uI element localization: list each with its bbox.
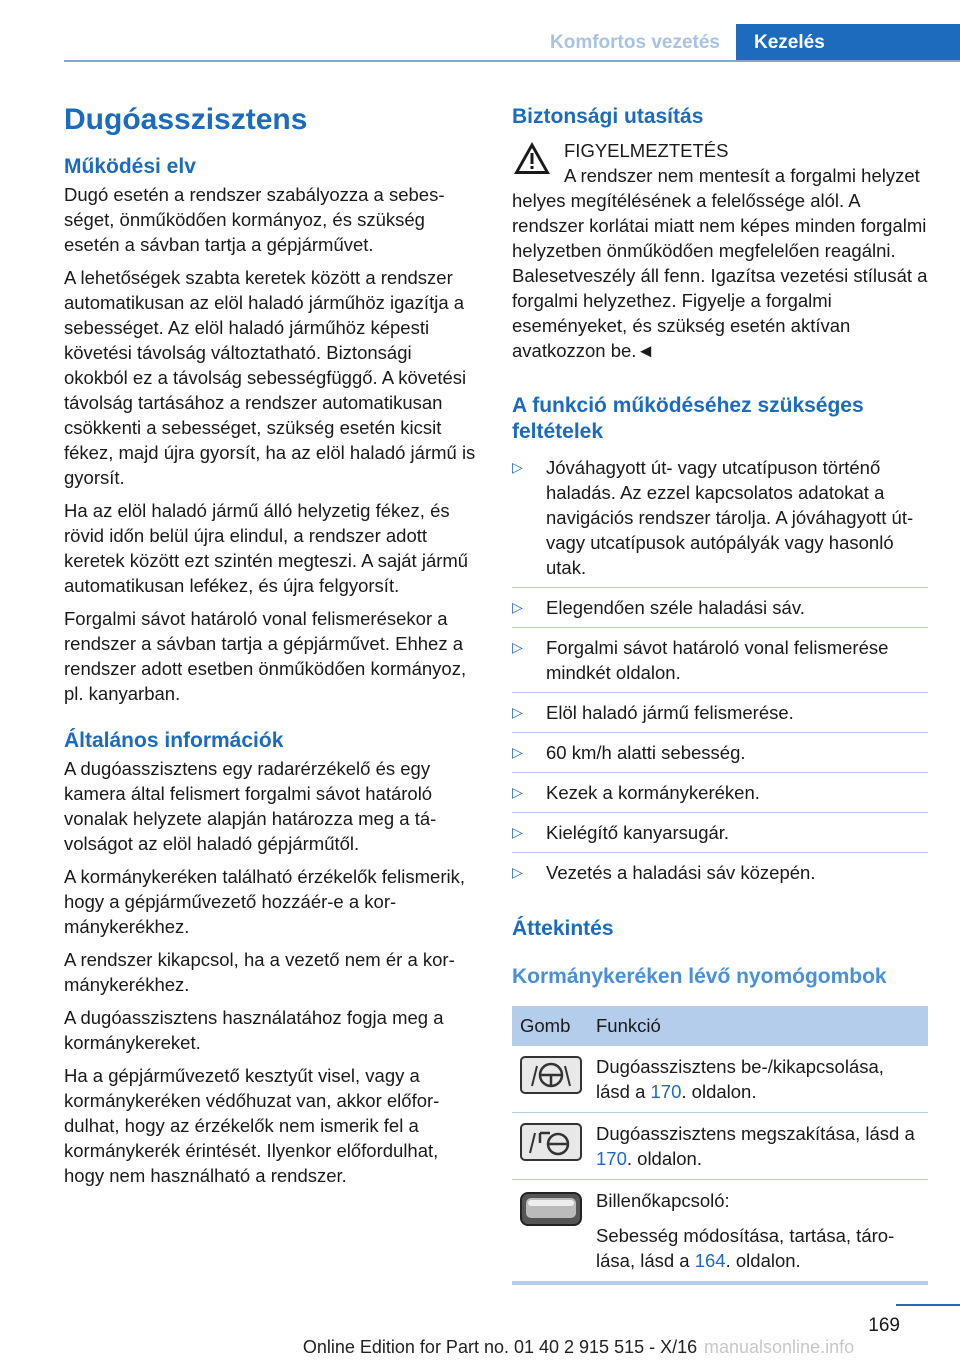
page-link[interactable]: 164 (694, 1250, 726, 1271)
general-paragraph: A rendszer kikapcsol, ha a vezető nem ér a kormánykerékhez. (64, 949, 455, 995)
page-number: 169 (868, 1315, 900, 1336)
table-header-button: Gomb (512, 1006, 588, 1046)
list-item: ▷ Jóváhagyott út- vagy utcatípuson történő haladás. Az ezzel kapcsolatos adatokat a navigációs rendszer tárolja. A jóváhagyott út- vagy utcatípusok autópályák vagy hasonló utak. (512, 455, 928, 588)
triangle-bullet-icon: ▷ (512, 784, 523, 800)
edition-note: Online Edition for Part no. 01 40 2 915 515 - X/16 (302, 1337, 698, 1357)
warning-box (512, 138, 928, 363)
requirements-heading: A funkció működéséhez szükséges feltételek (512, 394, 864, 443)
triangle-bullet-icon: ▷ (512, 639, 523, 655)
footer-rule (896, 1304, 960, 1306)
buttons-heading: Kormánykeréken lévő nyomógombok (512, 965, 887, 988)
general-paragraph: A dugóasszisztens használatához fogja meg a kormánykereket. (64, 1007, 444, 1053)
table-header-row (512, 1006, 928, 1046)
safety-heading: Biztonsági utasítás (512, 105, 704, 128)
list-item: ▷ Vezetés a haladási sáv közepén. (512, 862, 816, 883)
table-row: Dugóasszisztens be-/kikapcsolása, lásd a 170. oldalon. (512, 1046, 928, 1113)
principle-paragraph: Dugó esetén a rendszer szabályozza a sebességet, önműködően kormányoz, és szükség esetén a sávban tartja a gépjárművet. (64, 184, 445, 255)
lane-assist-button-icon (520, 1056, 582, 1094)
general-heading: Általános információk (64, 729, 284, 752)
rocker-switch-icon (520, 1190, 582, 1228)
warning-label: FIGYELMEZTETÉS (564, 140, 729, 161)
triangle-bullet-icon: ▷ (512, 704, 523, 720)
principle-heading: Működési elv (64, 155, 196, 178)
buttons-table (512, 1006, 928, 1285)
warning-triangle-icon (512, 140, 552, 176)
table-row: Billenőkapcsoló: Sebesség módosítása, tartása, tárolása, lásd a 164. oldalon. (512, 1180, 928, 1284)
overview-heading: Áttekintés (512, 917, 614, 940)
triangle-bullet-icon: ▷ (512, 599, 523, 615)
list-item: ▷ 60 km/h alatti sebesség. (512, 740, 928, 773)
table-row: Dugóasszisztens megszakítása, lásd a 170. oldalon. (512, 1113, 928, 1180)
warning-text: A rendszer nem mentesít a forgalmi helyzet helyes megítélésének a felelőssége alól. A rendszer korlátai miatt nem képes minden forgalmi helyzetben önműködően megfelelően reagálni. Balesetveszély áll fenn. Igazítsa vezetési stílusát a forgalmi helyzethez. Figyelje a forgalmi eseményeket, és szükség esetén aktívan avatkozzon be.◄ (512, 165, 928, 361)
table-header-function: Funkció (588, 1006, 928, 1046)
list-item: ▷ Kezek a kormánykeréken. (512, 780, 928, 813)
list-item: ▷ Elöl haladó jármű felismerése. (512, 700, 928, 733)
principle-paragraph: Forgalmi sávot határoló vonal felismerésekor a rendszer a sávban tartja a gépjárművet. Ehhez a rendszer adott esetben önműködően kormányoz, pl. kanyarban. (64, 608, 467, 704)
lane-assist-interrupt-button-icon (520, 1123, 582, 1161)
list-item: ▷ Elegendően széle haladási sáv. (512, 595, 928, 628)
header-section-label: Komfortos vezetés (550, 32, 720, 53)
general-paragraph: A kormánykeréken található érzékelők felismerik, hogy a gépjárművezető hozzáér-e a kormánykerékhez. (64, 866, 466, 937)
principle-paragraph: A lehetőségek szabta keretek között a rendszer automatikusan az elöl haladó járműhöz igazítja a sebességet. Az elöl haladó járműhöz képesti követési távolság változtatható. Biztonsági okokból ez a távolság sebességfüggő. A követési távolság tartásához a rendszer automatikusan csökkenti a sebességet, szükség esetén kicsit fékez, majd újra gyorsít, ha az elöl haladó jármű is gyorsít. (64, 267, 476, 488)
general-paragraph: Ha a gépjárművezető kesztyűt visel, vagy a kormánykeréken védőhuzat van, akkor előfordulhat, hogy az érzékelők nem ismerik fel a kormánykerék érintését. Ilyenkor előfordulhat, hogy nem használható a rendszer. (64, 1065, 440, 1186)
header-rule (64, 60, 960, 62)
principle-paragraph: Ha az elöl haladó jármű álló helyzetig fékez, és rövid időn belül újra elindul, a rendszer adott keretek között ezt szintén megteszi. A saját jármű automatikusan lefékez, és újra felgyorsít. (64, 500, 469, 596)
general-paragraph: A dugóasszisztens egy radarérzékelő és egy kamera által felismert forgalmi sávot határoló vonalak helyzete alapján határozza meg a távolságot az elöl haladó gépjárműtől. (64, 758, 437, 854)
page-link[interactable]: 170 (650, 1081, 682, 1102)
watermark: manualsonline.info (704, 1337, 855, 1357)
left-column (64, 100, 478, 1196)
triangle-bullet-icon: ▷ (512, 864, 523, 880)
header-chapter-tab: Kezelés (736, 24, 960, 62)
list-item: ▷ Forgalmi sávot határoló vonal felismerése mindkét oldalon. (512, 635, 928, 693)
list-item: ▷ Kielégítő kanyarsugár. (512, 820, 928, 853)
page-title: Dugóasszisztens (64, 103, 308, 136)
triangle-bullet-icon: ▷ (512, 744, 523, 760)
page-link[interactable]: 170 (596, 1148, 627, 1169)
requirements-list (512, 455, 928, 892)
triangle-bullet-icon: ▷ (512, 824, 523, 840)
triangle-bullet-icon: ▷ (512, 459, 523, 475)
right-column (512, 100, 928, 1285)
